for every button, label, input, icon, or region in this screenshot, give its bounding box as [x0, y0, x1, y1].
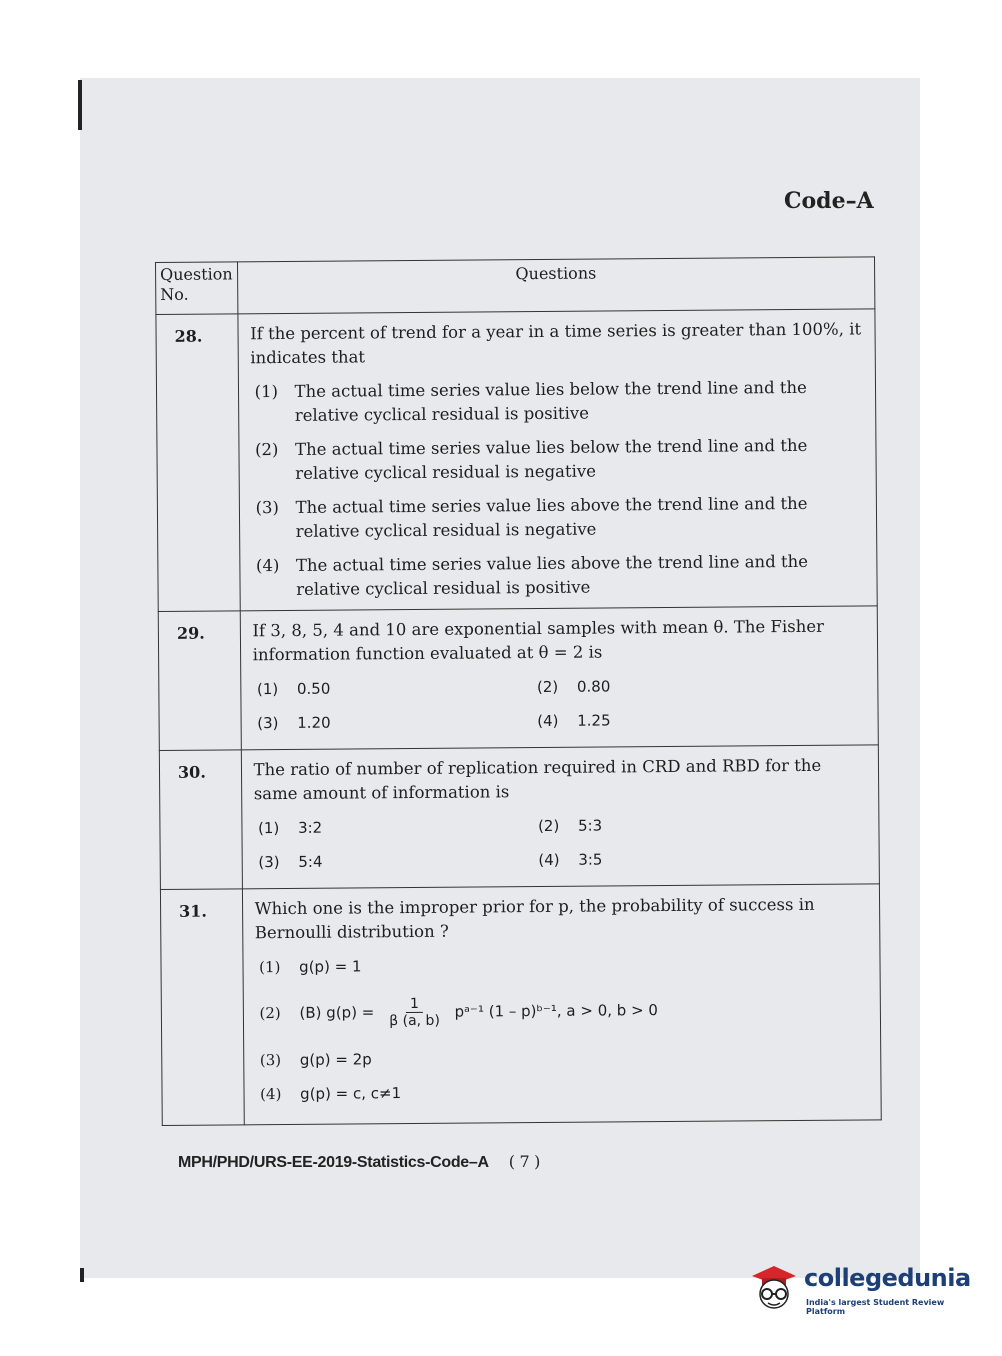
- option-text: 5:4: [298, 852, 323, 871]
- option-3: [255, 491, 868, 544]
- brand-name: collegedunia: [804, 1264, 971, 1292]
- question-body: [238, 309, 878, 611]
- option-4: [256, 549, 869, 602]
- option-number: (2): [259, 1004, 281, 1023]
- brand-tagline: India's largest Student Review Platform: [806, 1298, 945, 1316]
- page-edge-mark: [78, 80, 82, 130]
- option-2: [537, 673, 817, 699]
- option-number: (4): [538, 850, 560, 870]
- question-row-28: [156, 309, 877, 612]
- option-number: (2): [536, 677, 559, 697]
- page-footer: [178, 1152, 540, 1172]
- question-stem: If the percent of trend for a year in a time series is greater than 100%, it indicates that: [250, 319, 862, 368]
- option-number: (1): [259, 958, 281, 977]
- option-2: [538, 812, 818, 838]
- option-number: (4): [537, 711, 559, 731]
- question-table: [155, 256, 882, 1126]
- page-number: ( 7 ): [508, 1152, 541, 1171]
- option-text: g(p) = 1: [299, 957, 362, 976]
- question-body: [242, 884, 881, 1125]
- option-text: 3:5: [578, 850, 603, 869]
- option-number: (1): [256, 680, 279, 699]
- question-body: [241, 745, 879, 889]
- option-text-tail: pᵃ⁻¹ (1 – p)ᵇ⁻¹, a > 0, b > 0: [454, 1001, 659, 1021]
- question-row-30: [159, 745, 879, 890]
- option-text: 1.20: [297, 713, 331, 732]
- option-4: [537, 707, 817, 733]
- fraction-numerator: 1: [406, 996, 423, 1013]
- question-body: [240, 606, 878, 750]
- option-number: (2): [254, 440, 279, 460]
- question-number: 30.: [159, 750, 242, 890]
- question-number: 28.: [156, 314, 240, 612]
- fraction-denominator: β (a, b): [389, 1012, 440, 1030]
- option-text: 3:2: [297, 818, 323, 837]
- option-text: The actual time series value lies below the trend line and the relative cyclical residual is negative: [294, 435, 808, 483]
- collegedunia-logo: [748, 1262, 978, 1322]
- option-number: (1): [254, 382, 279, 402]
- option-number: (3): [255, 498, 279, 518]
- option-1: [255, 375, 868, 428]
- option-text: 0.80: [576, 677, 611, 696]
- col-header-questions: Questions: [237, 257, 875, 314]
- question-stem: The ratio of number of replication required in CRD and RBD for the same amount of information is: [253, 755, 822, 804]
- option-1: [257, 675, 537, 701]
- graduate-mascot-icon: [748, 1262, 800, 1314]
- option-text: 0.50: [296, 679, 331, 698]
- option-text: (B) g(p) =: [299, 1003, 375, 1022]
- footer-code: MPH/PHD/URS-EE-2019-Statistics-Code–A: [178, 1154, 489, 1171]
- question-number: 31.: [160, 889, 243, 1126]
- question-number: 29.: [158, 611, 241, 751]
- option-2: [259, 992, 872, 1030]
- option-number: (2): [537, 816, 560, 836]
- option-1: [258, 814, 538, 840]
- options-grid: [258, 811, 871, 874]
- option-text: The actual time series value lies below the trend line and the relative cyclical residual is positive: [294, 377, 807, 425]
- paper-code: Code–A: [784, 188, 874, 214]
- option-number: (4): [260, 1085, 282, 1104]
- option-3: [257, 709, 537, 735]
- option-number: (4): [255, 556, 280, 576]
- option-1: [259, 950, 872, 979]
- option-text: 5:3: [577, 816, 603, 835]
- fraction: [385, 996, 444, 1029]
- option-4: [260, 1077, 873, 1106]
- option-3: [260, 1043, 873, 1072]
- option-text: 1.25: [577, 711, 611, 730]
- option-text: The actual time series value lies above the trend line and the relative cyclical residual is negative: [295, 493, 808, 541]
- option-4: [538, 846, 818, 872]
- question-stem: Which one is the improper prior for p, the probability of success in Bernoulli distribution ?: [254, 894, 815, 943]
- col-header-question-no: Question No.: [156, 262, 238, 315]
- option-text: g(p) = 2p: [299, 1050, 372, 1069]
- option-number: (1): [257, 819, 280, 838]
- table-header-row: [156, 257, 875, 315]
- option-2: [255, 433, 868, 486]
- option-text: g(p) = c, c≠1: [300, 1084, 402, 1103]
- option-text: The actual time series value lies above the trend line and the relative cyclical residual is positive: [295, 551, 809, 599]
- page-edge-mark-bottom: [80, 1268, 84, 1282]
- question-row-31: [160, 884, 881, 1126]
- option-3: [258, 848, 538, 874]
- option-number: (3): [257, 714, 279, 733]
- question-stem: If 3, 8, 5, 4 and 10 are exponential samples with mean θ. The Fisher information function evaluated at θ = 2 is: [252, 616, 825, 665]
- question-row-29: [158, 606, 878, 751]
- option-number: (3): [259, 1051, 282, 1070]
- option-number: (3): [258, 853, 280, 872]
- options-grid: [257, 672, 870, 735]
